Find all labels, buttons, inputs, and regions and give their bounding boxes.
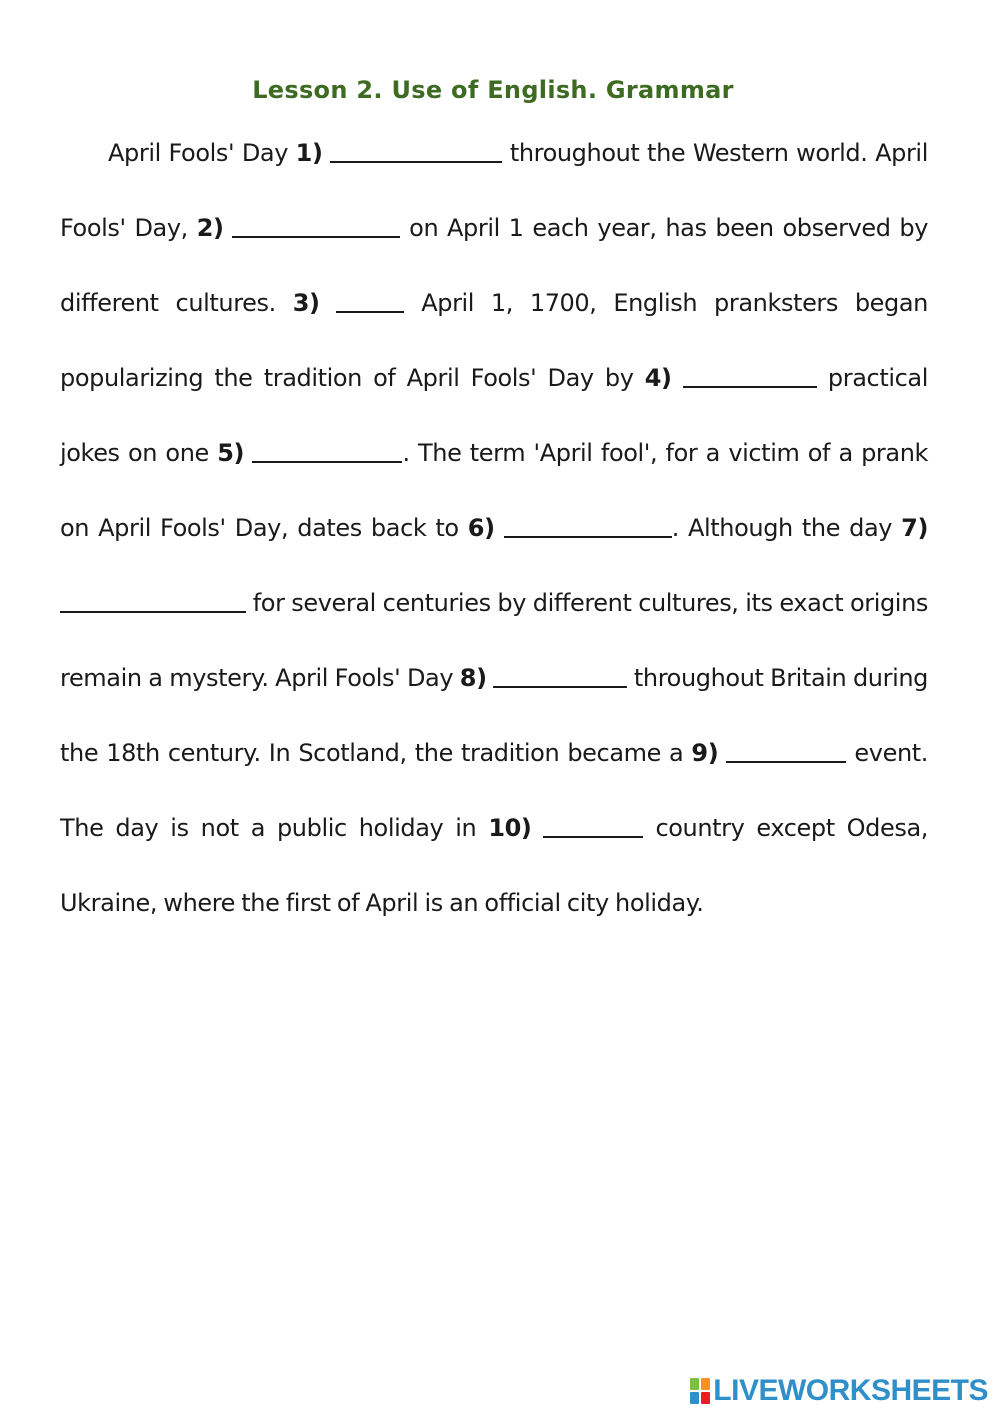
gap-number-6: 6) <box>467 514 495 542</box>
gap-number-10: 10) <box>488 814 532 842</box>
gap-number-3: 3) <box>292 289 320 317</box>
blank-2[interactable] <box>232 212 400 238</box>
text-segment-1: April Fools' Day <box>108 139 289 167</box>
gap-number-9: 9) <box>691 739 719 767</box>
blank-5[interactable] <box>252 437 402 463</box>
blank-3[interactable] <box>336 287 404 313</box>
page-title: Lesson 2. Use of English. Grammar <box>252 76 734 104</box>
text-segment-9: throughout Britain during the 18th century. In Scotland, the tradition became a <box>60 664 928 767</box>
text-segment-10: event. The day is not a public holiday in <box>60 739 928 842</box>
gap-number-2: 2) <box>196 214 224 242</box>
text-segment-4: April 1, 1700, English pranksters began popularizing the tradition of April Fools' Day by <box>60 289 928 392</box>
gap-number-8: 8) <box>459 664 487 692</box>
liveworksheets-logo-icon <box>690 1378 710 1404</box>
gap-fill-passage <box>60 116 928 941</box>
blank-6[interactable] <box>504 512 672 538</box>
text-segment-3: on April 1 each year, has been observed by different cultures. <box>60 214 928 317</box>
gap-number-7: 7) <box>901 514 929 542</box>
blank-10[interactable] <box>543 812 643 838</box>
blank-4[interactable] <box>683 362 817 388</box>
text-segment-6: . The term 'April fool', for a victim of a prank on April Fools' Day, dates back to <box>60 439 928 542</box>
text-segment-7: . Although the day <box>671 514 893 542</box>
liveworksheets-logo[interactable] <box>690 1374 988 1408</box>
text-segment-11: country except Odesa, Ukraine, where the first of April is an official city holiday. <box>60 814 929 917</box>
liveworksheets-logo-text: LIVEWORKSHEETS <box>713 1374 988 1407</box>
blank-9[interactable] <box>726 737 846 763</box>
blank-8[interactable] <box>493 662 627 688</box>
text-segment-2: throughout the Western world. April Fools' Day, <box>60 139 928 242</box>
gap-number-4: 4) <box>644 364 672 392</box>
gap-number-1: 1) <box>295 139 323 167</box>
text-segment-5: practical jokes on one <box>60 364 928 467</box>
gap-number-5: 5) <box>217 439 245 467</box>
blank-7[interactable] <box>60 587 246 613</box>
blank-1[interactable] <box>330 137 502 163</box>
text-segment-8: for several centuries by different cultures, its exact origins remain a mystery. April Fools' Day <box>60 589 928 692</box>
